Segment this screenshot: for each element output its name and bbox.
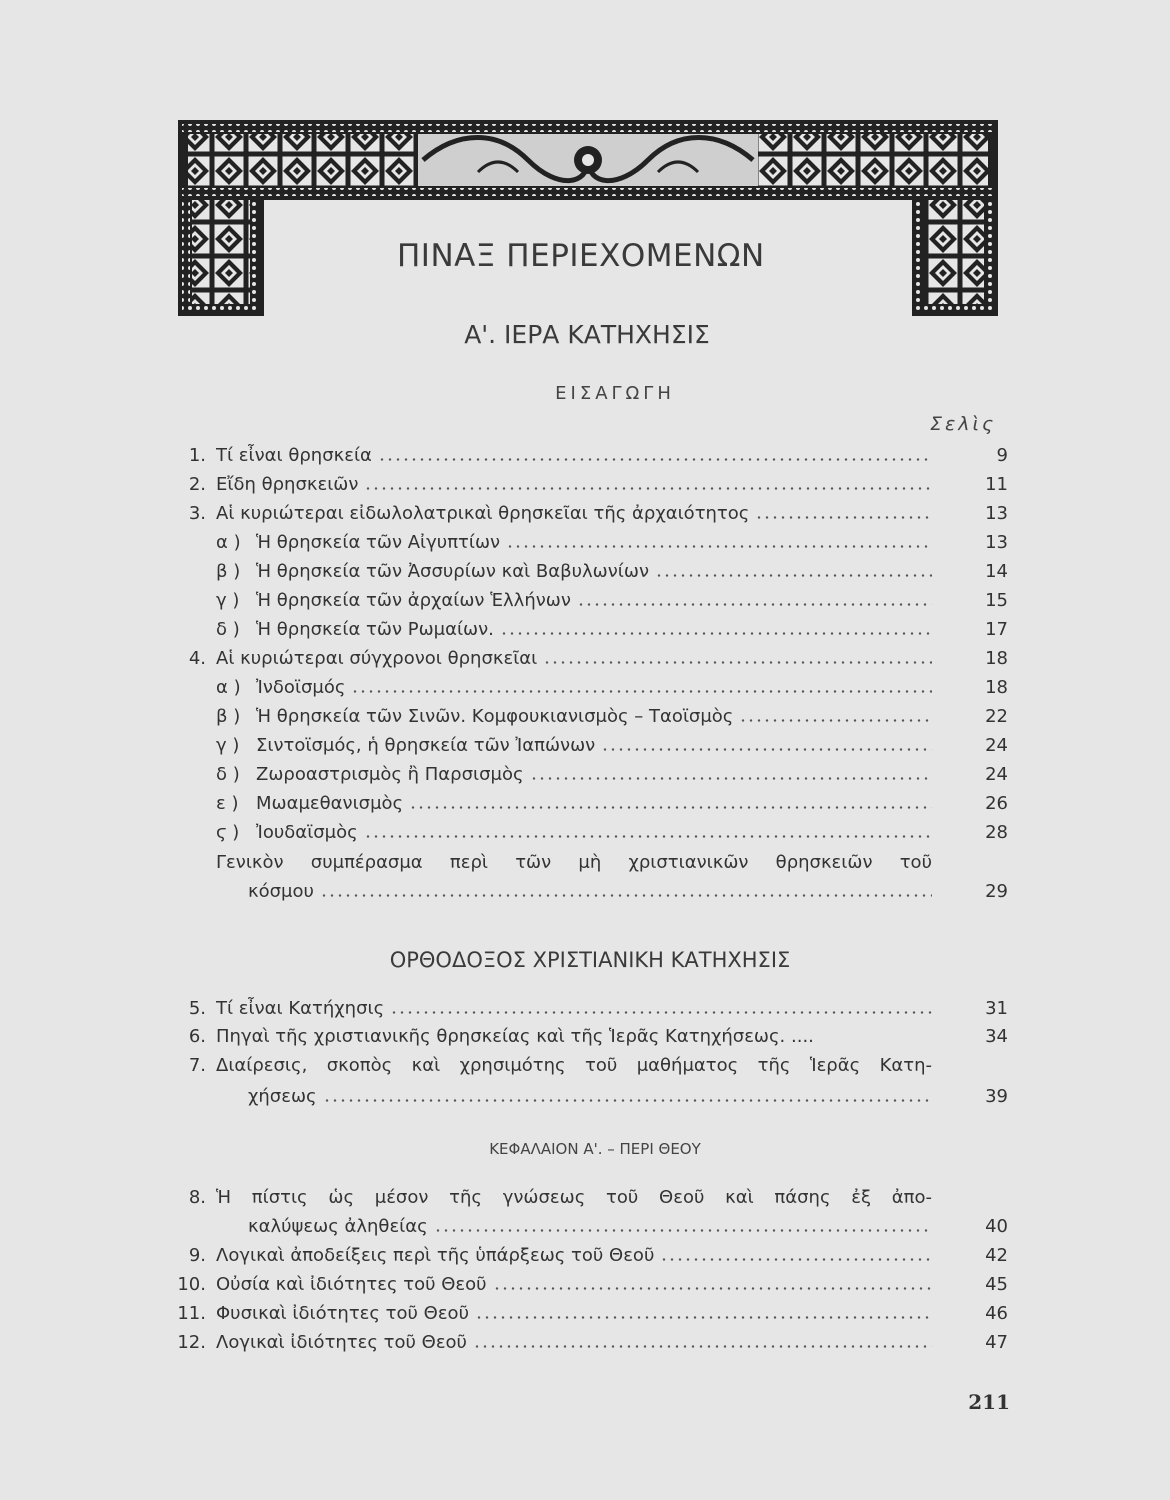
subentry-letter: α ) [216, 677, 241, 698]
dot-leader [320, 894, 932, 897]
entry-page: 28 [985, 822, 1008, 843]
dot-leader [323, 1099, 932, 1102]
entry-number: 4. [188, 648, 206, 669]
toc-subentry[interactable] [160, 789, 1020, 818]
dot-leader [506, 545, 932, 548]
entry-title: Ζωροαστρισμὸς ἢ Παρσισμὸς [256, 764, 524, 785]
entry-page: 29 [985, 881, 1008, 902]
toc-entry[interactable] [160, 470, 1020, 499]
dot-leader [543, 661, 932, 664]
entry-number: 12. [177, 1332, 206, 1353]
subentry-letter: α ) [216, 532, 241, 553]
toc-entry[interactable] [160, 1299, 1020, 1328]
entry-title: Ἡ θρησκεία τῶν ἀρχαίων Ἑλλήνων [256, 590, 571, 611]
toc-entry-cont[interactable] [160, 1082, 1020, 1111]
subentry-letter: β ) [216, 706, 241, 727]
toc-subentry[interactable] [160, 818, 1020, 847]
entry-title: Πηγαὶ τῆς χριστιανικῆς θρησκείας καὶ τῆς Ἱερᾶς Κατηχήσεως. .... [216, 1026, 814, 1047]
entry-title: Φυσικαὶ ἰδιότητες τοῦ Θεοῦ [216, 1303, 469, 1324]
entry-title-line1: Ἡ πίστις ὡς μέσον τῆς γνώσεως τοῦ Θεοῦ καὶ πάσης ἐξ ἀπο- [216, 1187, 932, 1208]
entry-title: Ἰνδοϊσμός [256, 677, 346, 698]
entry-number: 7. [188, 1055, 206, 1076]
subentry-letter: δ ) [216, 764, 240, 785]
entry-page: 34 [985, 1026, 1008, 1047]
toc-subentry[interactable] [160, 702, 1020, 731]
entry-page: 9 [996, 445, 1008, 466]
entry-page: 18 [985, 648, 1008, 669]
entry-page: 31 [985, 998, 1008, 1019]
subentry-letter: ε ) [216, 793, 239, 814]
dot-leader [364, 835, 932, 838]
dot-leader [378, 458, 932, 461]
subentry-letter: γ ) [216, 590, 240, 611]
entry-page: 40 [985, 1216, 1008, 1237]
dot-leader [530, 777, 932, 780]
entry-page: 47 [985, 1332, 1008, 1353]
entry-title: Λογικαὶ ἰδιότητες τοῦ Θεοῦ [216, 1332, 467, 1353]
chapter-title: ΚΕΦΑΛΑΙΟΝ Α'. – ΠΕΡΙ ΘΕΟΥ [489, 1140, 701, 1158]
dot-leader [351, 690, 932, 693]
entry-page: 42 [985, 1245, 1008, 1266]
toc-subentry[interactable] [160, 528, 1020, 557]
ornament-icon [178, 120, 998, 316]
entry-title-line2: χήσεως [248, 1086, 317, 1107]
entry-page: 13 [985, 532, 1008, 553]
toc-entry[interactable] [160, 1183, 1020, 1212]
entry-title: Σιντοϊσμός, ἡ θρησκεία τῶν Ἰαπώνων [256, 735, 596, 756]
section-title: ΟΡΘΟΔΟΞΟΣ ΧΡΙΣΤΙΑΝΙΚΗ ΚΑΤΗΧΗΣΙΣ [389, 948, 791, 972]
entry-number: 2. [188, 474, 206, 495]
page-title: ΠΙΝΑΞ ΠΕΡΙΕΧΟΜΕΝΩΝ [397, 238, 765, 274]
dot-leader [475, 1316, 932, 1319]
entry-number: 5. [188, 998, 206, 1019]
entry-number: 1. [188, 445, 206, 466]
subentry-letter: γ ) [216, 735, 240, 756]
dot-leader [755, 516, 932, 519]
dot-leader [577, 603, 932, 606]
toc-entry[interactable] [160, 1241, 1020, 1270]
entry-title: Λογικαὶ ἀποδείξεις περὶ τῆς ὑπάρξεως τοῦ Θεοῦ [216, 1245, 655, 1266]
toc-subentry[interactable] [160, 586, 1020, 615]
toc-entry[interactable] [160, 1022, 1020, 1051]
entry-number: 11. [177, 1303, 206, 1324]
dot-leader [473, 1345, 932, 1348]
entry-title: Τί εἶναι Κατήχησις [216, 998, 385, 1019]
entry-number: 8. [188, 1187, 206, 1208]
entry-page: 14 [985, 561, 1008, 582]
dot-leader [601, 748, 932, 751]
entry-number: 6. [188, 1026, 206, 1047]
entry-title: Ἡ θρησκεία τῶν Ρωμαίων. [256, 619, 494, 640]
entry-title: Αἱ κυριώτεραι σύγχρονοι θρησκεῖαι [216, 648, 538, 669]
entry-number: 9. [188, 1245, 206, 1266]
toc-entry[interactable] [160, 499, 1020, 528]
dot-leader [409, 806, 932, 809]
entry-page: 18 [985, 677, 1008, 698]
toc-entry[interactable] [160, 1051, 1020, 1080]
dot-leader [660, 1258, 932, 1261]
toc-subentry[interactable] [160, 760, 1020, 789]
entry-page: 45 [985, 1274, 1008, 1295]
dot-leader [493, 1287, 932, 1290]
entry-page: 39 [985, 1086, 1008, 1107]
part-title: Α'. ΙΕΡΑ ΚΑΤΗΧΗΣΙΣ [464, 320, 710, 349]
entry-page: 17 [985, 619, 1008, 640]
dot-leader [364, 487, 932, 490]
toc-entry-conclusion[interactable] [160, 848, 1020, 877]
toc-subentry[interactable] [160, 615, 1020, 644]
entry-title: Ἡ θρησκεία τῶν Σινῶν. Κομφουκιανισμὸς – Ταοϊσμὸς [256, 706, 734, 727]
entry-title: Ἰουδαϊσμὸς [256, 822, 358, 843]
dot-leader [739, 719, 932, 722]
entry-page: 13 [985, 503, 1008, 524]
page-number: 211 [968, 1390, 1010, 1414]
toc-entry[interactable] [160, 994, 1020, 1023]
entry-page: 24 [985, 764, 1008, 785]
toc-entry-cont[interactable] [160, 1212, 1020, 1241]
toc-subentry[interactable] [160, 673, 1020, 702]
entry-title-line2: καλύψεως ἀληθείας [248, 1216, 428, 1237]
toc-entry[interactable] [160, 1328, 1020, 1357]
entry-page: 15 [985, 590, 1008, 611]
dot-leader [655, 574, 932, 577]
toc-entry[interactable] [160, 1270, 1020, 1299]
entry-title-line2: κόσμου [248, 881, 314, 902]
entry-page: 24 [985, 735, 1008, 756]
entry-title: Εἴδη θρησκειῶν [216, 474, 359, 495]
entry-page: 46 [985, 1303, 1008, 1324]
entry-title: Μωαμεθανισμὸς [256, 793, 404, 814]
subentry-letter: ϛ ) [216, 822, 240, 843]
entry-number: 10. [177, 1274, 206, 1295]
entry-title: Ἡ θρησκεία τῶν Ἀσσυρίων καὶ Βαβυλωνίων [256, 561, 650, 582]
entry-number: 3. [188, 503, 206, 524]
toc-subentry[interactable] [160, 731, 1020, 760]
subentry-letter: δ ) [216, 619, 240, 640]
ornamental-header-frame [178, 120, 998, 316]
subentry-letter: β ) [216, 561, 241, 582]
entry-page: 11 [985, 474, 1008, 495]
dot-leader [434, 1229, 932, 1232]
toc-entry-conclusion-cont[interactable] [160, 877, 1020, 906]
dot-leader [500, 632, 932, 635]
page-column-header: Σελὶς [930, 413, 997, 435]
entry-title: Ἡ θρησκεία τῶν Αἰγυπτίων [256, 532, 501, 553]
entry-title-line1: Γενικὸν συμπέρασμα περὶ τῶν μὴ χριστιανικῶν θρησκειῶν τοῦ [216, 852, 932, 873]
entry-title: Αἱ κυριώτεραι εἰδωλολατρικαὶ θρησκεῖαι τῆς ἀρχαιότητος [216, 503, 750, 524]
entry-title-line1: Διαίρεσις, σκοπὸς καὶ χρησιμότης τοῦ μαθήματος τῆς Ἱερᾶς Κατη- [216, 1055, 932, 1076]
entry-page: 22 [985, 706, 1008, 727]
toc-entry[interactable] [160, 441, 1020, 470]
dot-leader [390, 1011, 932, 1014]
entry-title: Οὐσία καὶ ἰδιότητες τοῦ Θεοῦ [216, 1274, 487, 1295]
entry-title: Τί εἶναι θρησκεία [216, 445, 372, 466]
section-title: ΕΙΣΑΓΩΓΗ [555, 383, 675, 404]
toc-subentry[interactable] [160, 557, 1020, 586]
entry-page: 26 [985, 793, 1008, 814]
toc-entry[interactable] [160, 644, 1020, 673]
